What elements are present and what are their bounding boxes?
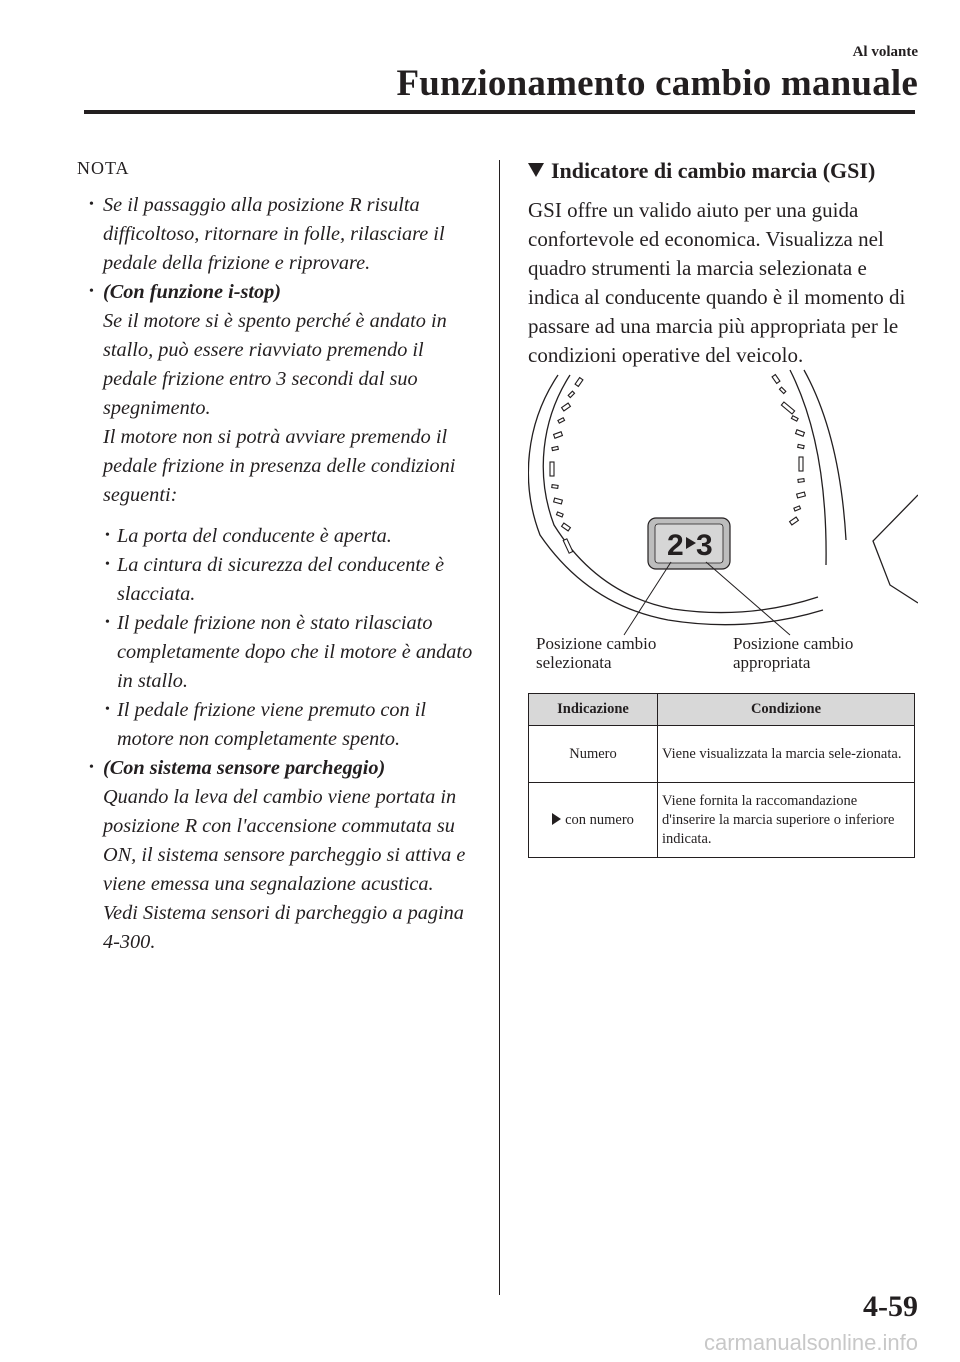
gsi-description: GSI offre un valido aiuto per una guida confortevole ed economica. Visualizza nel quadro strumenti la marcia selezionata e indica al conducente quando è il momento di passare ad una marcia più appropriata per le condizioni operative del veicolo. — [528, 198, 906, 367]
table-cell-indication: Numero — [529, 726, 658, 783]
label-appropriate-gear: Posizione cambio appropriata — [733, 634, 854, 672]
note-sub-item-text: Il pedale frizione viene premuto con il motore non completamente spento. — [117, 699, 427, 750]
gsi-heading-text: Indicatore di cambio marcia (GSI) — [551, 158, 876, 183]
note-sub-item — [74, 696, 474, 754]
note-bullet-3-paragraph-2: Vedi Sistema sensori di parcheggio a pagina 4-300. — [103, 902, 464, 953]
label-selected-gear: Posizione cambio selezionata — [536, 634, 657, 672]
bullet-icon: • — [89, 760, 94, 775]
note-block — [74, 158, 474, 957]
gauge-cluster-illustration — [528, 365, 918, 677]
gauge-ticks-right — [772, 375, 805, 525]
table-cell-indication — [529, 783, 658, 858]
gsi-instrument-figure — [528, 365, 918, 677]
page-number: 4-59 — [863, 1290, 918, 1323]
note-bullet-3 — [74, 754, 474, 957]
table-header-row — [529, 694, 915, 726]
watermark: carmanualsonline.info — [703, 1330, 918, 1355]
note-sub-item — [74, 551, 474, 609]
bullet-icon: • — [105, 557, 110, 572]
note-sub-item — [74, 609, 474, 696]
gauge-inner-ring — [543, 375, 818, 613]
bullet-icon: • — [105, 615, 110, 630]
column-divider — [499, 160, 500, 1295]
note-bullet-2-heading: (Con funzione i-stop) — [103, 281, 282, 303]
table-header-indication: Indicazione — [529, 694, 658, 726]
note-bullet-3-paragraph-1: Quando la leva del cambio viene portata in posizione R con l'accensione commutata su ON, il sistema sensore parcheggio si attiva e viene emessa una segnalazione acustica. — [103, 786, 466, 895]
gsi-next-gear: 3 — [696, 529, 713, 562]
page-title: Funzionamento cambio manuale — [396, 63, 918, 104]
table-cell-condition: Viene fornita la raccomandazione d'inserire la marcia superiore o inferiore indicata. — [658, 783, 915, 858]
gsi-heading — [528, 158, 918, 184]
bullet-icon: • — [105, 528, 110, 543]
gauge-outer-ring — [528, 375, 823, 625]
table-header-condition: Condizione — [658, 694, 915, 726]
note-title: NOTA — [77, 158, 130, 178]
note-sub-item — [74, 522, 474, 551]
bullet-icon: • — [89, 284, 94, 299]
note-bullet-3-heading: (Con sistema sensore parcheggio) — [103, 757, 386, 779]
note-bullet-1-text: Se il passaggio alla posizione R risulta difficoltoso, ritornare in folle, rilasciare il pedale della frizione e riprovare. — [103, 194, 445, 274]
note-bullet-2-paragraph-1: Se il motore si è spento perché è andato in stallo, può essere riavviato premendo il pedale frizione entro 3 secondi dal suo spegnimento. — [103, 310, 447, 419]
gsi-display — [648, 518, 730, 569]
note-sub-item-text: La cintura di sicurezza del conducente è slacciata. — [117, 554, 445, 605]
table-cell-indication-text: con numero — [565, 811, 634, 828]
header-rule — [84, 110, 915, 114]
section-label: Al volante — [852, 44, 918, 60]
table-row — [529, 783, 915, 858]
play-arrow-icon — [552, 813, 561, 825]
bullet-icon: • — [89, 197, 94, 212]
leader-line-selected — [624, 562, 671, 635]
note-sub-item-text: La porta del conducente è aperta. — [117, 525, 392, 547]
note-bullet-1 — [74, 191, 474, 278]
triangle-down-icon — [528, 163, 544, 177]
gsi-current-gear: 2 — [667, 529, 684, 562]
note-bullet-2 — [74, 278, 474, 510]
table-cell-condition: Viene visualizzata la marcia sele-zionata. — [658, 726, 915, 783]
gauge-right-ring — [790, 370, 826, 565]
table-row — [529, 726, 915, 783]
gsi-indication-table — [528, 693, 915, 858]
note-bullet-2-paragraph-2: Il motore non si potrà avviare premendo il pedale frizione in presenza delle condizioni seguenti: — [103, 426, 456, 506]
bullet-icon: • — [105, 702, 110, 717]
dashboard-edge — [873, 495, 918, 603]
gsi-section — [528, 158, 918, 370]
note-sub-item-text: Il pedale frizione non è stato rilasciato completamente dopo che il motore è andato in stallo. — [117, 612, 473, 692]
